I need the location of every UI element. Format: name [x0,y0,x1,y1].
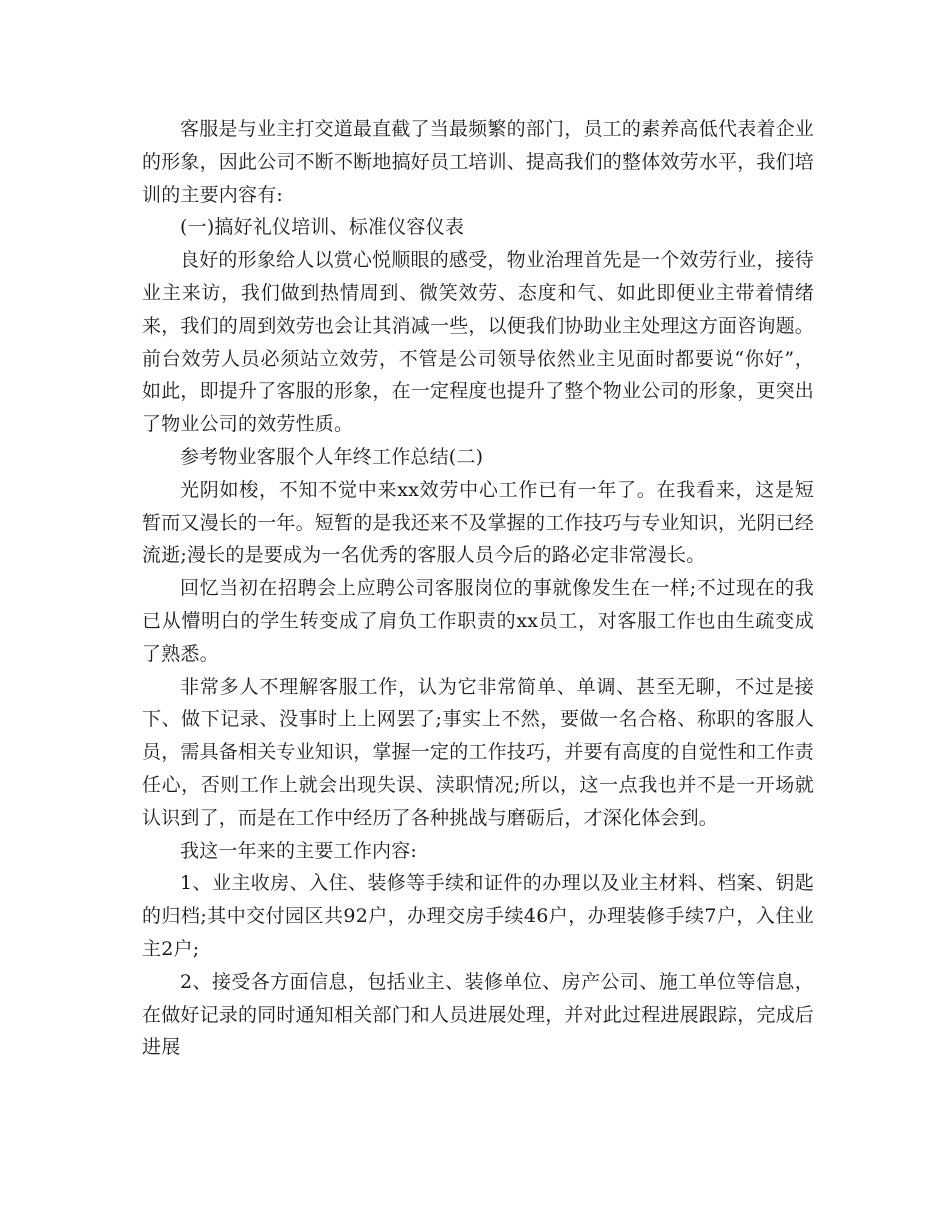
paragraph-etiquette: 良好的形象给人以赏心悦顺眼的感受，物业治理首先是一个效劳行业，接待业主来访，我们做到热情周到、微笑效劳、态度和气、如此即便业主带着情绪来，我们的周到效劳也会让其消减一些，以便我们协助业主处理这方面咨询题。前台效劳人员必须站立效劳，不管是公司领导依然业主见面时都要说“你好”，如此，即提升了客服的形象，在一定程度也提升了整个物业公司的形象，更突出了物业公司的效劳性质。 [142,249,815,436]
paragraph-time-flies: 光阴如梭，不知不觉中来xx效劳中心工作已有一年了。在我看来，这是短暂而又漫长的一年。短暂的是我还来不及掌握的工作技巧与专业知识，光阴已经流逝;漫长的是要成为一名优秀的客服人员今后的路必定非常漫长。 [142,478,815,567]
paragraph-intro: 客服是与业主打交道最直截了当最频繁的部门，员工的素养高低代表着企业的形象，因此公司不断不断地搞好员工培训、提高我们的整体效劳水平，我们培训的主要内容有: [142,118,815,206]
section-heading-summary-two: 参考物业客服个人年终工作总结(二) [180,445,484,468]
list-item-2: 2、接受各方面信息，包括业主、装修单位、房产公司、施工单位等信息，在做好记录的同时通知相关部门和人员进展处理，并对此过程进展跟踪，完成后进展 [142,970,815,1059]
paragraph-main-work-heading: 我这一年来的主要工作内容: [180,839,418,862]
paragraph-recall: 回忆当初在招聘会上应聘公司客服岗位的事就像发生在一样;不过现在的我已从懵明白的学生转变成了肩负工作职责的xx员工，对客服工作也由生疏变成了熟悉。 [142,577,814,665]
document-body [142,113,814,1064]
list-item-1: 1、业主收房、入住、装修等手续和证件的办理以及业主材料、档案、钥匙的归档;其中交付园区共92户，办理交房手续46户，办理装修手续7户，入住业主2户; [142,872,814,960]
section-heading-etiquette: (一)搞好礼仪培训、标准仪容仪表 [180,216,465,239]
paragraph-understanding: 非常多人不理解客服工作，认为它非常简单、单调、甚至无聊，不过是接下、做下记录、没事时上上网罢了;事实上不然，要做一名合格、称职的客服人员，需具备相关专业知识，掌握一定的工作技巧，并要有高度的自觉性和工作责任心，否则工作上就会出现失误、渎职情况;所以，这一点我也并不是一开场就认识到了，而是在工作中经历了各种挑战与磨砺后，才深化体会到。 [142,675,815,829]
